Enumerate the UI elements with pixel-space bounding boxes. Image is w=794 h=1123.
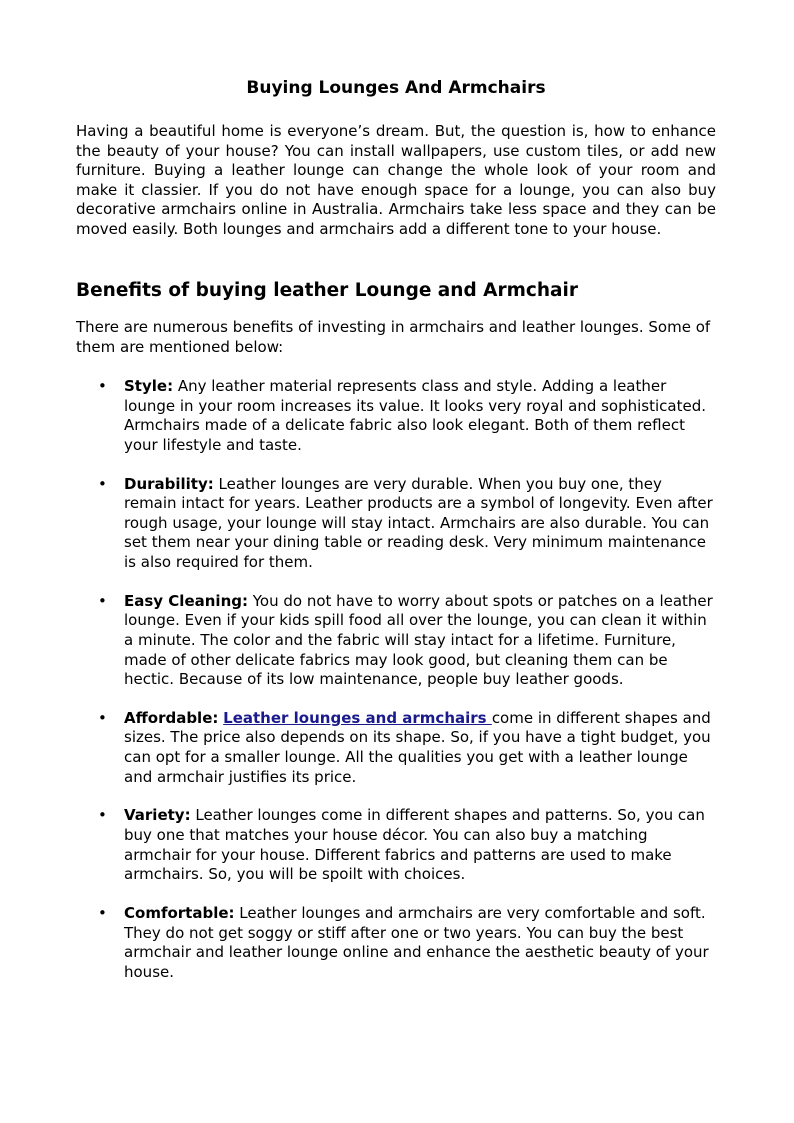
bullet-icon: •	[98, 904, 107, 922]
leather-lounges-link[interactable]: Leather lounges and armchairs	[223, 708, 492, 727]
page-title: Buying Lounges And Armchairs	[246, 78, 546, 98]
benefit-text: You do not have to worry about spots or patches on a leather lounge. Even if your kids spill food all over the lounge, you can clean it within a minute. The color and the fabric will stay intact for a lifetime. Furniture, made of other delicate fabrics may look good, but cleaning them can be hectic. Because of its low maintenance, people buy leather goods.	[124, 591, 713, 689]
benefit-term: Style:	[124, 377, 174, 395]
benefit-text: Leather lounges are very durable. When you buy one, they remain intact for years. Leather products are a symbol of longevity. Even after rough usage, your lounge will stay intact. Armchairs are also durable. You can set them near your dining table or reading desk. Very minimum maintenance is also required for them.	[124, 474, 713, 571]
intro-paragraph: Having a beautiful home is everyone’s dream. But, the question is, how to enhance the beauty of your house? You can install wallpapers, use custom tiles, or add new furniture. Buying a leather lounge can change the whole look of your room and make it classier. If you do not have enough space for a lounge, you can also buy decorative armchairs online in Australia. Armchairs take less space and they can be moved easily. Both lounges and armchairs add a different tone to your house.	[76, 122, 716, 238]
bullet-icon: •	[98, 474, 107, 493]
benefit-text: Leather lounges come in different shapes and patterns. So, you can buy one that matches your house décor. You can also buy a matching armchair for your house. Different fabrics and patterns are used to make armchairs. So, you will be spoilt with choices.	[124, 806, 705, 884]
benefit-text: Any leather material represents class and style. Adding a leather lounge in your room increases its value. It looks very royal and sophisticated. Armchairs made of a delicate fabric also look elegant. Both of them reflect your lifestyle and taste.	[124, 377, 707, 454]
benefit-term: Comfortable:	[124, 904, 235, 922]
benefit-style	[76, 377, 716, 455]
benefit-affordable	[76, 709, 716, 787]
bullet-icon: •	[98, 377, 107, 395]
bullet-icon: •	[98, 708, 107, 727]
benefit-term: Easy Cleaning:	[124, 591, 248, 610]
benefit-variety	[76, 806, 716, 884]
bullet-icon: •	[98, 806, 107, 825]
benefit-term: Variety:	[124, 806, 191, 825]
section-heading: Benefits of buying leather Lounge and Armchair	[76, 280, 578, 301]
benefit-comfortable	[76, 904, 716, 982]
benefit-text: come in different shapes and sizes. The price also depends on its shape. So, if you have a tight budget, you can opt for a smaller lounge. All the qualities you get with a leather lounge and armchair justifies its price.	[124, 708, 711, 786]
benefit-text: Leather lounges and armchairs are very comfortable and soft. They do not get soggy or stiff after one or two years. You can buy the best armchair and leather lounge online and enhance the aesthetic beauty of your house.	[124, 904, 709, 981]
bullet-icon: •	[98, 591, 107, 610]
benefit-durability	[76, 475, 716, 573]
benefit-term: Affordable:	[124, 708, 219, 727]
benefit-term: Durability:	[124, 474, 214, 493]
lead-paragraph: There are numerous benefits of investing in armchairs and leather lounges. Some of them are mentioned below:	[76, 318, 711, 356]
benefits-list	[76, 377, 716, 1002]
benefit-easy-cleaning	[76, 592, 716, 690]
